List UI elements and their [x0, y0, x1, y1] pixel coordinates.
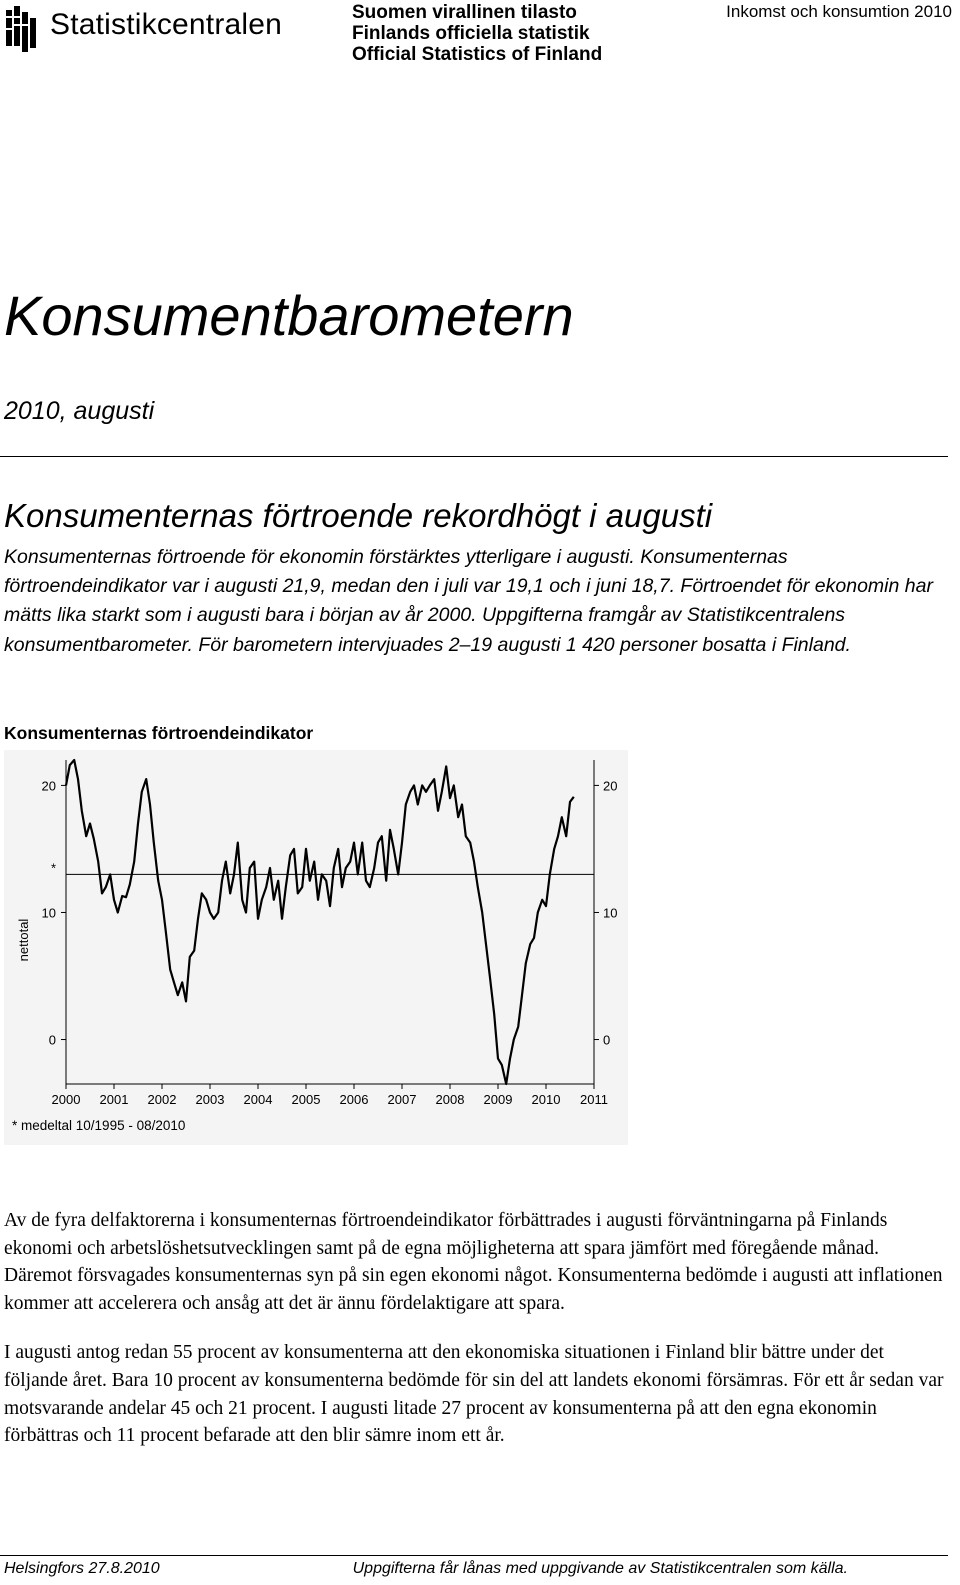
y-axis-label: nettotal: [16, 918, 31, 962]
official-statistics-names: [352, 2, 602, 65]
title-divider: [0, 456, 948, 457]
chart-background: [4, 750, 628, 1145]
x-tick-label-2002: 2002: [147, 1092, 177, 1107]
x-tick-label-2010: 2010: [531, 1092, 561, 1107]
footer-place-date: Helsingfors 27.8.2010: [4, 1560, 160, 1577]
lead-paragraph: Konsumenternas förtroende för ekonomin förstärktes ytterligare i augusti. Konsumenternas förtroendeindikator var i augusti 21,9, medan den i juli var 19,1 och i juni 18,7. Förtroendet för ekonomin har mätts lika starkt som i augusti bara i början av år 2000. Uppgifterna framgår av Statistikcentralens konsumentbarometer. För barometern intervjuades 2–19 augusti 1 420 personer bosatta i Finland.: [4, 546, 933, 656]
period-label: 2010, augusti: [4, 397, 155, 425]
body-text: [4, 1207, 948, 1472]
y-tick-label-left-1: 10: [41, 905, 56, 921]
chart-footnote: * medeltal 10/1995 - 08/2010: [12, 1118, 186, 1133]
page-header: [0, 0, 960, 70]
y-tick-label-left-2: 0: [48, 1032, 56, 1048]
x-tick-label-2007: 2007: [387, 1092, 417, 1107]
running-header: Inkomst och konsumtion 2010: [726, 2, 952, 21]
official-name-fi: Suomen virallinen tilasto: [352, 2, 577, 23]
x-tick-label-2001: 2001: [99, 1092, 129, 1107]
figure-title: Konsumenternas förtroendeindikator: [4, 723, 314, 743]
x-tick-label-2000: 2000: [51, 1092, 81, 1107]
body-paragraph-1: Av de fyra delfaktorerna i konsumenternas förtroendeindikator förbättrades i augusti förväntningarna på Finlands ekonomi och arbetslöshetsutvecklingen samt på de egna möjligheterna att spara jämfört med föregående månad. Däremot försvagades konsumenternas syn på sin egen ekonomi något. Konsumenterna bedömde i augusti att inflationen kommer att accelerera och ansåg att det är ännu fördelaktigare att spara.: [4, 1210, 943, 1314]
footer-divider: [0, 1555, 948, 1556]
official-name-en: Official Statistics of Finland: [352, 44, 603, 65]
x-tick-label-2005: 2005: [291, 1092, 321, 1107]
y-tick-label-right-2: 0: [603, 1032, 611, 1048]
y-tick-label-right-1: 10: [603, 905, 618, 921]
headline: Konsumenternas förtroende rekordhögt i augusti: [4, 497, 713, 534]
chart-svg: [4, 750, 628, 1145]
y-tick-label-right-0: 20: [603, 778, 618, 794]
footer-source-note: Uppgifterna får lånas med uppgivande av Statistikcentralen som källa.: [352, 1560, 848, 1577]
x-tick-label-2011: 2011: [580, 1092, 608, 1107]
confidence-indicator-chart: [4, 750, 628, 1145]
x-tick-label-2008: 2008: [435, 1092, 465, 1107]
body-paragraph-2: I augusti antog redan 55 procent av konsumenterna att den ekonomiska situationen i Finland blir bättre under det följande året. Bara 10 procent av konsumenterna bedömde för sin del att landets ekonomi försämras. För ett år sedan var motsvarande andelar 45 och 21 procent. I augusti litade 27 procent av konsumenterna på att den egna ekonomin förbättras och 11 procent befarade att den blir sämre inom ett år.: [4, 1342, 944, 1447]
x-tick-label-2006: 2006: [339, 1092, 369, 1107]
y-tick-label-left-0: 20: [41, 778, 56, 794]
logo-wordmark: Statistikcentralen: [50, 8, 283, 41]
page-title: Konsumentbarometern: [4, 284, 574, 347]
statistics-finland-logo-icon: [4, 4, 44, 56]
x-tick-label-2003: 2003: [195, 1092, 225, 1107]
official-name-sv: Finlands officiella statistik: [352, 23, 590, 44]
reference-average-marker: *: [50, 860, 56, 876]
x-tick-label-2009: 2009: [483, 1092, 513, 1107]
x-tick-label-2004: 2004: [243, 1092, 273, 1107]
